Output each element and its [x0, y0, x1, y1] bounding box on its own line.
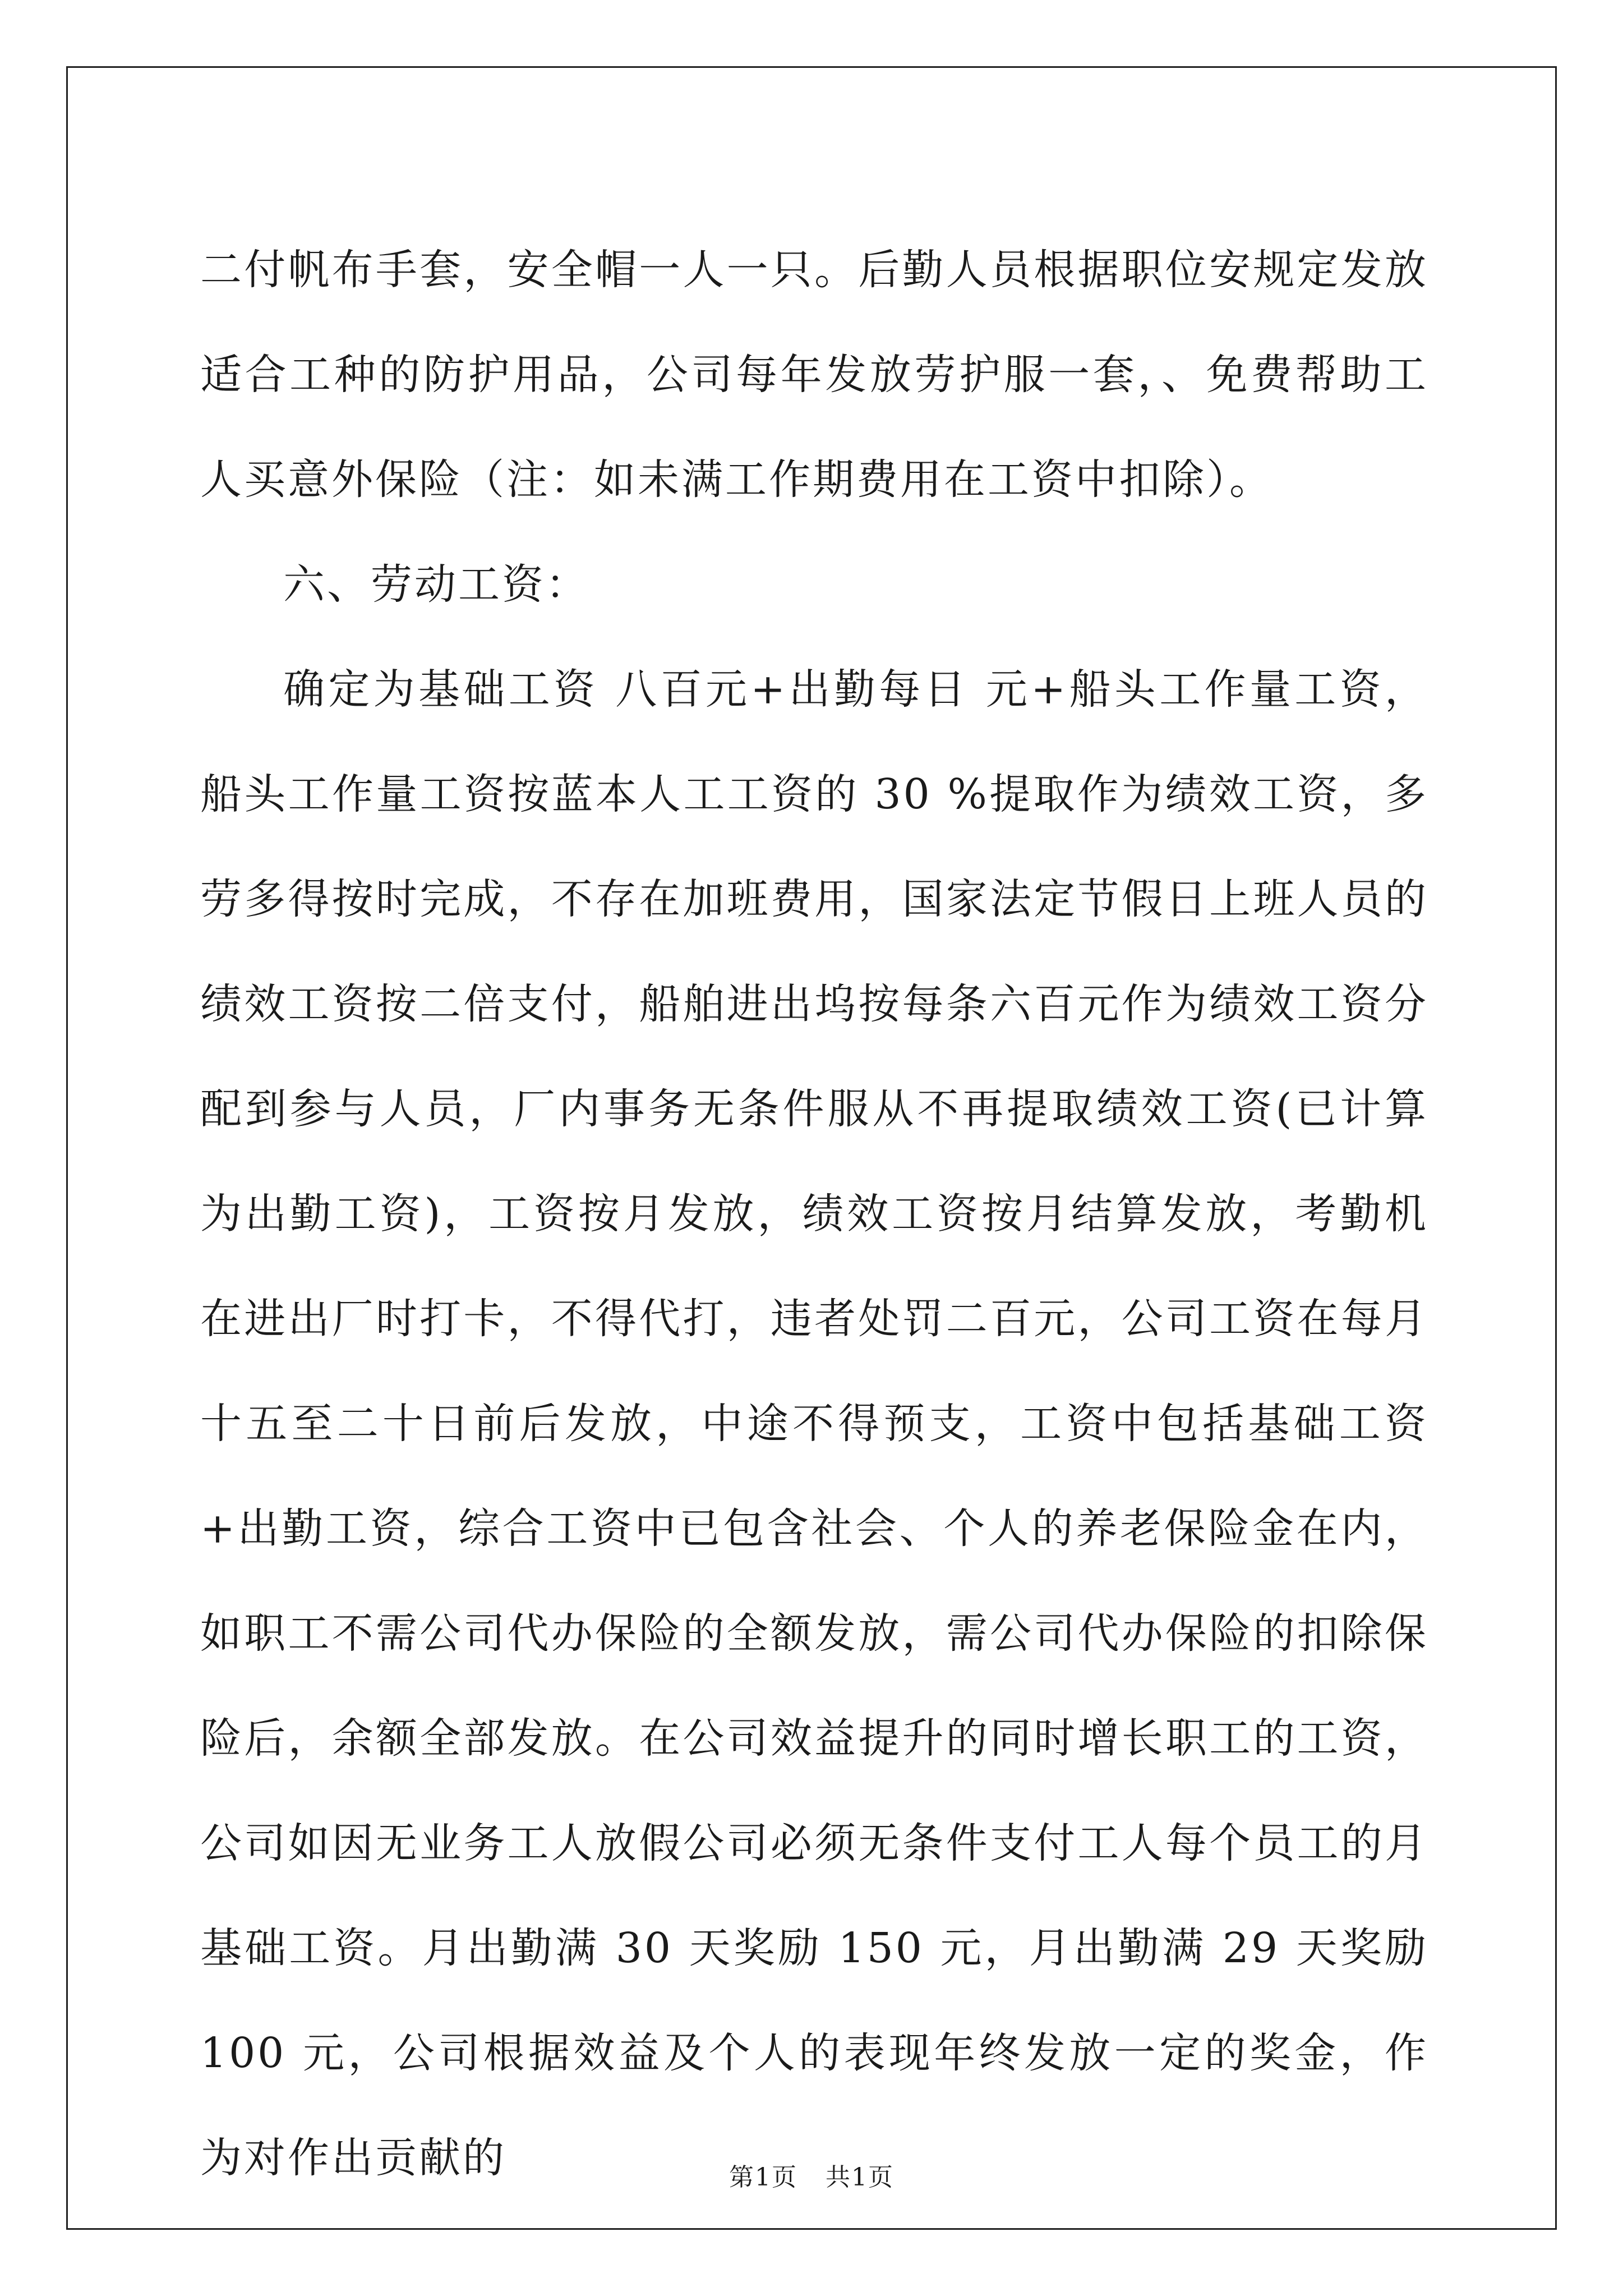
page-number-current: 第1页 [729, 2163, 797, 2192]
paragraph-ppe-insurance: 二付帆布手套，安全帽一人一只。后勤人员根据职位安规定发放适合工种的防护用品，公司每年发放劳护服一套，、免费帮助工人买意外保险（注：如未满工作期费用在工资中扣除）。 [200, 246, 1428, 504]
document-body [200, 218, 1428, 2211]
page-footer [0, 2157, 1623, 2193]
paragraph-wage-terms: 确定为基础工资 八百元+出勤每日 元+船头工作量工资，船头工作量工资按蓝本人工工资的 30 %提取作为绩效工资，多劳多得按时完成，不存在加班费用，国家法定节假日上班人员的绩效工资按二倍支付，船舶进出坞按每条六百元作为绩效工资分配到参与人员，厂内事务无条件服从不再提取绩效工资(已计算为出勤工资)，工资按月发放，绩效工资按月结算发放，考勤机在进出厂时打卡，不得代打，违者处罚二百元，公司工资在每月十五至二十日前后发放，中途不得预支，工资中包括基础工资+出勤工资，综合工资中已包含社会、个人的养老保险金在内，如职工不需公司代办保险的全额发放，需公司代办保险的扣除保险后，余额全部发放。在公司效益提升的同时增长职工的工资，公司如因无业务工人放假公司必须无条件支付工人每个员工的月基础工资。月出勤满 30 天奖励 150 元，月出勤满 29 天奖励 100 元，公司根据效益及个人的表现年终发放一定的奖金，作为对作出贡献的 [200, 665, 1428, 2182]
section-heading-labor-wages: 六、劳动工资： [283, 560, 589, 609]
page-number-total: 共1页 [826, 2163, 894, 2192]
